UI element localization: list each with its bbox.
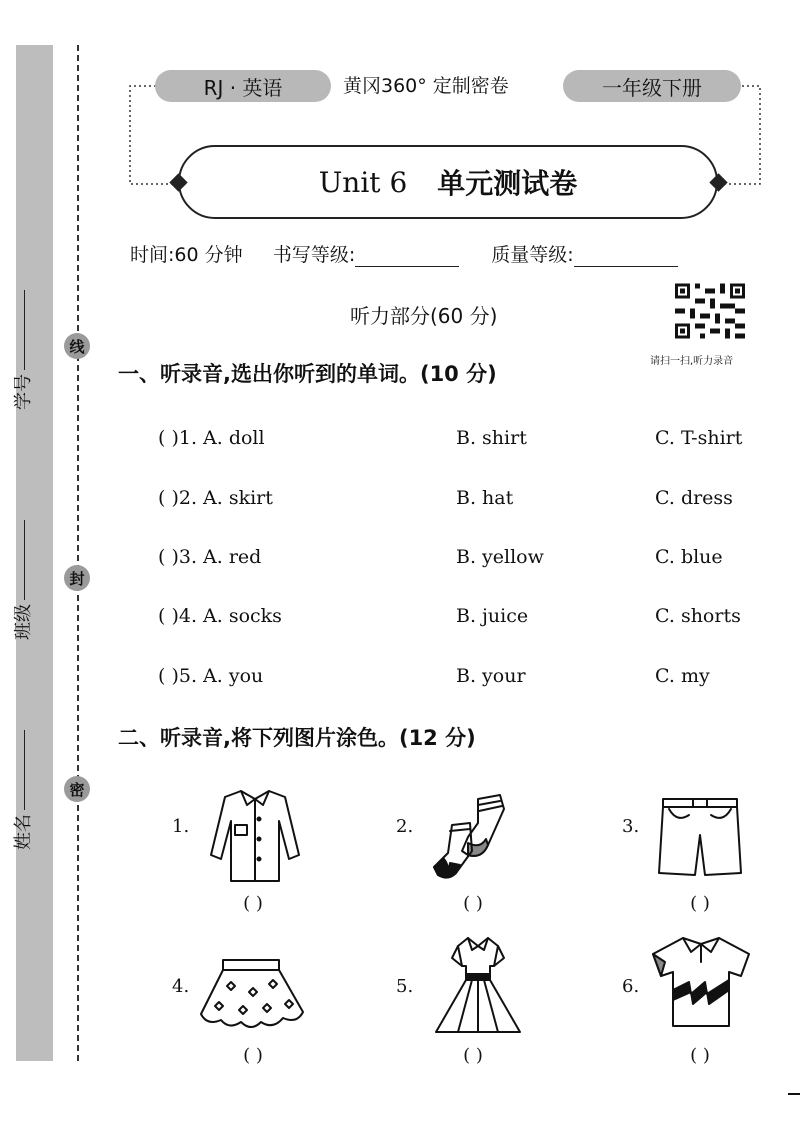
question-row (158, 546, 758, 576)
question-row (158, 605, 758, 635)
picture-5-number: 5. (396, 976, 414, 997)
exam-info (130, 240, 704, 267)
question-2-option-b[interactable]: B. hat (456, 487, 514, 509)
question-5-option-b[interactable]: B. your (456, 665, 526, 687)
unit-label: Unit 6 (318, 165, 408, 199)
t-shirt-icon[interactable] (645, 932, 757, 1032)
qr-caption: 请扫一扫,听力录音 (650, 356, 734, 367)
picture-4-number: 4. (172, 976, 190, 997)
picture-2-number: 2. (396, 816, 414, 837)
picture-3-number: 3. (622, 816, 640, 837)
question-4-option-b[interactable]: B. juice (456, 605, 529, 627)
seal-line: 线 (64, 333, 90, 359)
question-2-option-a[interactable]: ( )2. A. skirt (158, 487, 273, 509)
picture-4-answer[interactable]: ( ) (243, 1045, 263, 1066)
shirt-icon[interactable] (205, 785, 305, 885)
title-banner (178, 145, 718, 219)
listening-section-title: 听力部分(60 分) (350, 304, 498, 328)
picture-5-answer[interactable]: ( ) (463, 1045, 483, 1066)
question-3-option-c[interactable]: C. blue (655, 546, 723, 568)
question-2-option-c[interactable]: C. dress (655, 487, 733, 509)
writing-grade-label: 书写等级: (272, 244, 356, 266)
quality-grade-blank[interactable] (574, 246, 678, 267)
name-field[interactable] (10, 470, 38, 850)
shorts-icon[interactable] (655, 795, 745, 885)
question-4-option-a[interactable]: ( )4. A. socks (158, 605, 282, 627)
qr-code-icon[interactable] (675, 283, 745, 339)
page-marker (788, 1093, 800, 1095)
picture-3-answer[interactable]: ( ) (690, 893, 710, 914)
socks-icon[interactable] (428, 793, 528, 883)
seal-seal: 封 (64, 565, 90, 591)
class-label: 班级 (13, 604, 34, 640)
time-label: 时间:60 分钟 (130, 244, 243, 266)
question-4-option-c[interactable]: C. shorts (655, 605, 741, 627)
question-3-option-a[interactable]: ( )3. A. red (158, 546, 262, 568)
question-5-option-c[interactable]: C. my (655, 665, 710, 687)
question-1-option-a[interactable]: ( )1. A. doll (158, 427, 265, 449)
cut-line (77, 45, 79, 1061)
question-row (158, 665, 758, 695)
part1-heading: 一、听录音,选出你听到的单词。(10 分) (118, 362, 497, 386)
seal-secret: 密 (64, 776, 90, 802)
name-label: 姓名 (13, 814, 34, 850)
brand-title: 黄冈360° 定制密卷 (343, 75, 509, 97)
picture-1-number: 1. (172, 816, 190, 837)
grade-pill: 一年级下册 (563, 70, 741, 102)
part2-heading: 二、听录音,将下列图片涂色。(12 分) (118, 726, 476, 750)
writing-grade-blank[interactable] (355, 246, 459, 267)
picture-6-answer[interactable]: ( ) (690, 1045, 710, 1066)
picture-2-answer[interactable]: ( ) (463, 893, 483, 914)
dress-icon[interactable] (428, 932, 528, 1040)
picture-6-number: 6. (622, 976, 640, 997)
picture-1-answer[interactable]: ( ) (243, 893, 263, 914)
skirt-icon[interactable] (197, 956, 307, 1036)
question-1-option-b[interactable]: B. shirt (456, 427, 527, 449)
question-row (158, 427, 758, 457)
student-no-label: 学号 (13, 374, 34, 410)
question-5-option-a[interactable]: ( )5. A. you (158, 665, 264, 687)
page-title: 单元测试卷 (437, 167, 578, 200)
question-1-option-c[interactable]: C. T-shirt (655, 427, 743, 449)
question-3-option-b[interactable]: B. yellow (456, 546, 544, 568)
quality-grade-label: 质量等级: (491, 244, 574, 266)
subject-pill: RJ · 英语 (155, 70, 331, 102)
question-row (158, 487, 758, 517)
